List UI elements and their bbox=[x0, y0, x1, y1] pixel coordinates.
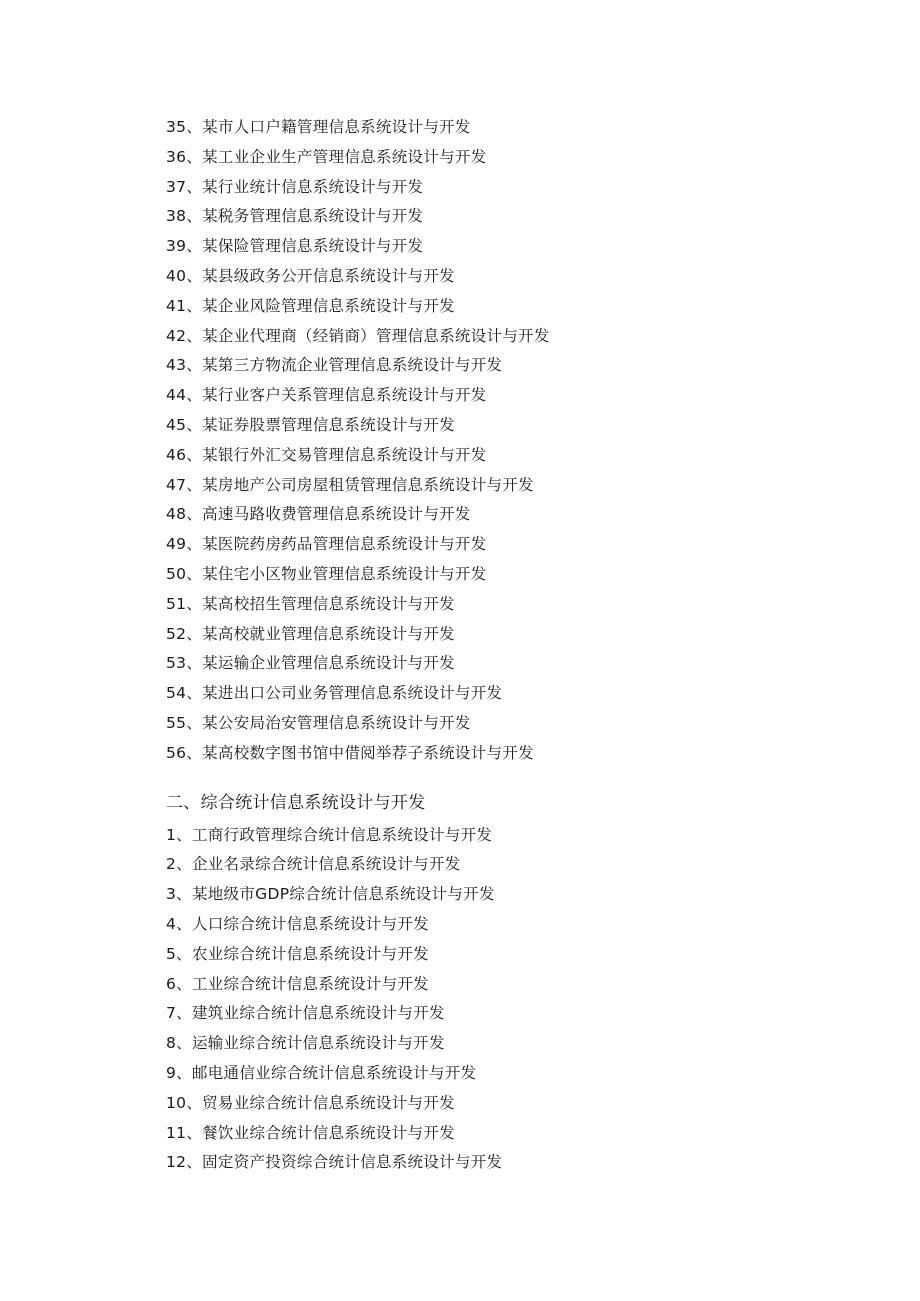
list-item: 42、某企业代理商（经销商）管理信息系统设计与开发 bbox=[166, 326, 550, 345]
document-page bbox=[166, 113, 866, 1178]
list-item: 8、运输业综合统计信息系统设计与开发 bbox=[166, 1034, 445, 1053]
list-item: 50、某住宅小区物业管理信息系统设计与开发 bbox=[166, 564, 487, 583]
list-item: 38、某税务管理信息系统设计与开发 bbox=[166, 207, 424, 226]
list-item: 48、高速马路收费管理信息系统设计与开发 bbox=[166, 505, 471, 524]
list-item: 51、某高校招生管理信息系统设计与开发 bbox=[166, 594, 455, 613]
list-item: 10、贸易业综合统计信息系统设计与开发 bbox=[166, 1093, 455, 1112]
list-item: 35、某市人口户籍管理信息系统设计与开发 bbox=[166, 118, 471, 136]
list-item: 55、某公安局治安管理信息系统设计与开发 bbox=[166, 713, 471, 732]
topic-list-statistics bbox=[166, 821, 866, 1179]
list-item: 6、工业综合统计信息系统设计与开发 bbox=[166, 974, 429, 993]
list-item: 5、农业综合统计信息系统设计与开发 bbox=[166, 944, 429, 963]
list-item: 47、某房地产公司房屋租赁管理信息系统设计与开发 bbox=[166, 475, 534, 494]
list-item: 4、人口综合统计信息系统设计与开发 bbox=[166, 914, 429, 933]
list-item: 7、建筑业综合统计信息系统设计与开发 bbox=[166, 1004, 445, 1023]
list-item: 12、固定资产投资综合统计信息系统设计与开发 bbox=[166, 1153, 503, 1172]
list-item: 44、某行业客户关系管理信息系统设计与开发 bbox=[166, 386, 487, 405]
list-item: 41、某企业风险管理信息系统设计与开发 bbox=[166, 296, 455, 315]
list-item: 36、某工业企业生产管理信息系统设计与开发 bbox=[166, 147, 487, 166]
list-item: 54、某进出口公司业务管理信息系统设计与开发 bbox=[166, 684, 503, 703]
list-item: 39、某保险管理信息系统设计与开发 bbox=[166, 237, 424, 256]
list-item: 45、某证券股票管理信息系统设计与开发 bbox=[166, 415, 455, 434]
list-item: 11、餐饮业综合统计信息系统设计与开发 bbox=[166, 1123, 455, 1142]
list-item: 43、某第三方物流企业管理信息系统设计与开发 bbox=[166, 356, 503, 375]
topic-list-continued bbox=[166, 113, 866, 769]
list-item: 40、某县级政务公开信息系统设计与开发 bbox=[166, 266, 455, 285]
list-item: 53、某运输企业管理信息系统设计与开发 bbox=[166, 654, 455, 673]
list-item: 37、某行业统计信息系统设计与开发 bbox=[166, 177, 424, 196]
list-item: 3、某地级市GDP综合统计信息系统设计与开发 bbox=[166, 885, 495, 904]
list-item: 46、某银行外汇交易管理信息系统设计与开发 bbox=[166, 445, 487, 464]
list-item: 9、邮电通信业综合统计信息系统设计与开发 bbox=[166, 1063, 477, 1082]
list-item: 49、某医院药房药品管理信息系统设计与开发 bbox=[166, 535, 487, 554]
list-item: 52、某高校就业管理信息系统设计与开发 bbox=[166, 624, 455, 643]
list-item: 1、工商行政管理综合统计信息系统设计与开发 bbox=[166, 825, 493, 844]
list-item: 2、企业名录综合统计信息系统设计与开发 bbox=[166, 855, 461, 874]
list-item: 56、某高校数字图书馆中借阅举荐子系统设计与开发 bbox=[166, 743, 534, 762]
section-heading: 二、综合统计信息系统设计与开发 bbox=[166, 792, 426, 813]
